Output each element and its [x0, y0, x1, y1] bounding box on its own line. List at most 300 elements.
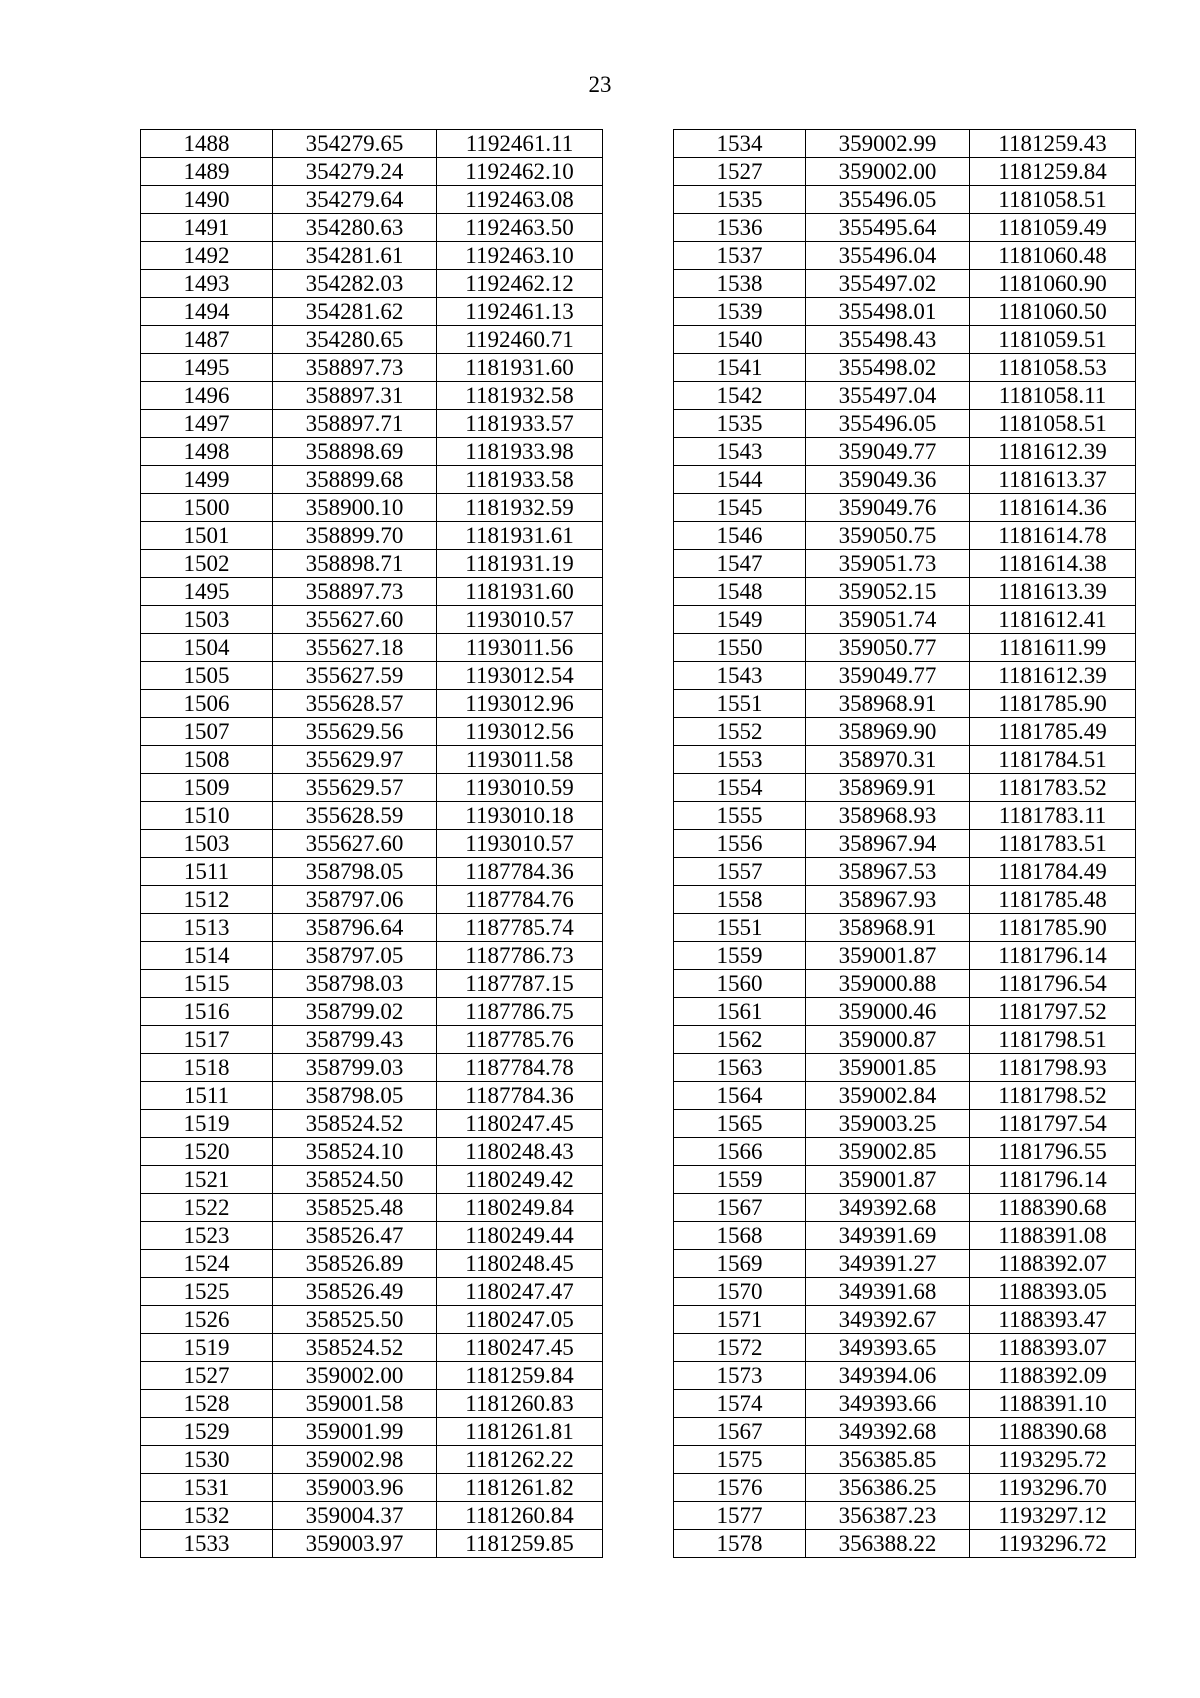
point-number-cell: 1576: [674, 1474, 806, 1502]
x-coordinate-cell: 356388.22: [806, 1530, 970, 1558]
y-coordinate-cell: 1192460.71: [437, 326, 603, 354]
table-row: [141, 298, 603, 326]
point-number-cell: 1553: [674, 746, 806, 774]
y-coordinate-cell: 1180248.43: [437, 1138, 603, 1166]
point-number-cell: 1508: [141, 746, 273, 774]
table-row: [674, 634, 1136, 662]
x-coordinate-cell: 354282.03: [273, 270, 437, 298]
x-coordinate-cell: 358799.43: [273, 1026, 437, 1054]
point-number-cell: 1559: [674, 942, 806, 970]
y-coordinate-cell: 1192463.10: [437, 242, 603, 270]
table-row: [674, 1390, 1136, 1418]
y-coordinate-cell: 1181785.90: [970, 690, 1136, 718]
table-row: [674, 830, 1136, 858]
y-coordinate-cell: 1180248.45: [437, 1250, 603, 1278]
table-row: [141, 1082, 603, 1110]
y-coordinate-cell: 1181613.37: [970, 466, 1136, 494]
table-row: [674, 1110, 1136, 1138]
x-coordinate-cell: 355496.05: [806, 186, 970, 214]
point-number-cell: 1511: [141, 1082, 273, 1110]
y-coordinate-cell: 1181058.51: [970, 186, 1136, 214]
table-row: [674, 1362, 1136, 1390]
table-row: [141, 158, 603, 186]
table-row: [674, 606, 1136, 634]
table-row: [141, 130, 603, 158]
point-number-cell: 1563: [674, 1054, 806, 1082]
x-coordinate-cell: 349392.67: [806, 1306, 970, 1334]
table-row: [674, 718, 1136, 746]
x-coordinate-cell: 354280.65: [273, 326, 437, 354]
x-coordinate-cell: 354281.62: [273, 298, 437, 326]
y-coordinate-cell: 1192463.50: [437, 214, 603, 242]
x-coordinate-cell: 359000.88: [806, 970, 970, 998]
y-coordinate-cell: 1180247.45: [437, 1334, 603, 1362]
point-number-cell: 1565: [674, 1110, 806, 1138]
table-row: [141, 606, 603, 634]
point-number-cell: 1530: [141, 1446, 273, 1474]
table-row: [674, 998, 1136, 1026]
table-row: [674, 270, 1136, 298]
x-coordinate-cell: 358897.31: [273, 382, 437, 410]
y-coordinate-cell: 1188393.47: [970, 1306, 1136, 1334]
x-coordinate-cell: 359003.25: [806, 1110, 970, 1138]
x-coordinate-cell: 359001.87: [806, 942, 970, 970]
page-number: 23: [588, 72, 612, 97]
x-coordinate-cell: 359001.99: [273, 1418, 437, 1446]
y-coordinate-cell: 1188391.08: [970, 1222, 1136, 1250]
x-coordinate-cell: 355627.60: [273, 606, 437, 634]
table-row: [674, 1250, 1136, 1278]
table-row: [141, 242, 603, 270]
y-coordinate-cell: 1181612.41: [970, 606, 1136, 634]
point-number-cell: 1528: [141, 1390, 273, 1418]
y-coordinate-cell: 1193012.54: [437, 662, 603, 690]
point-number-cell: 1514: [141, 942, 273, 970]
table-row: [141, 662, 603, 690]
y-coordinate-cell: 1180247.45: [437, 1110, 603, 1138]
table-row: [141, 382, 603, 410]
y-coordinate-cell: 1181783.11: [970, 802, 1136, 830]
x-coordinate-cell: 355498.43: [806, 326, 970, 354]
table-row: [674, 382, 1136, 410]
y-coordinate-cell: 1181058.11: [970, 382, 1136, 410]
table-row: [674, 1194, 1136, 1222]
x-coordinate-cell: 358526.47: [273, 1222, 437, 1250]
table-row: [141, 858, 603, 886]
y-coordinate-cell: 1180247.05: [437, 1306, 603, 1334]
y-coordinate-cell: 1181796.55: [970, 1138, 1136, 1166]
table-row: [674, 1138, 1136, 1166]
y-coordinate-cell: 1181783.52: [970, 774, 1136, 802]
point-number-cell: 1505: [141, 662, 273, 690]
x-coordinate-cell: 349393.65: [806, 1334, 970, 1362]
x-coordinate-cell: 358898.71: [273, 550, 437, 578]
table-row: [674, 494, 1136, 522]
x-coordinate-cell: 355627.18: [273, 634, 437, 662]
x-coordinate-cell: 355497.02: [806, 270, 970, 298]
point-number-cell: 1558: [674, 886, 806, 914]
x-coordinate-cell: 359002.85: [806, 1138, 970, 1166]
y-coordinate-cell: 1193296.70: [970, 1474, 1136, 1502]
y-coordinate-cell: 1193295.72: [970, 1446, 1136, 1474]
point-number-cell: 1578: [674, 1530, 806, 1558]
point-number-cell: 1566: [674, 1138, 806, 1166]
y-coordinate-cell: 1181931.61: [437, 522, 603, 550]
x-coordinate-cell: 358898.69: [273, 438, 437, 466]
table-row: [674, 298, 1136, 326]
x-coordinate-cell: 358798.05: [273, 858, 437, 886]
x-coordinate-cell: 359049.36: [806, 466, 970, 494]
y-coordinate-cell: 1181611.99: [970, 634, 1136, 662]
table-row: [141, 1166, 603, 1194]
y-coordinate-cell: 1181259.84: [437, 1362, 603, 1390]
table-row: [674, 942, 1136, 970]
y-coordinate-cell: 1188393.05: [970, 1278, 1136, 1306]
x-coordinate-cell: 358897.73: [273, 578, 437, 606]
x-coordinate-cell: 359002.99: [806, 130, 970, 158]
x-coordinate-cell: 354279.64: [273, 186, 437, 214]
y-coordinate-cell: 1180249.84: [437, 1194, 603, 1222]
x-coordinate-cell: 355497.04: [806, 382, 970, 410]
point-number-cell: 1554: [674, 774, 806, 802]
table-row: [141, 718, 603, 746]
table-row: [141, 494, 603, 522]
point-number-cell: 1515: [141, 970, 273, 998]
table-row: [141, 1446, 603, 1474]
y-coordinate-cell: 1181262.22: [437, 1446, 603, 1474]
x-coordinate-cell: 358525.48: [273, 1194, 437, 1222]
x-coordinate-cell: 358968.93: [806, 802, 970, 830]
point-number-cell: 1561: [674, 998, 806, 1026]
x-coordinate-cell: 356387.23: [806, 1502, 970, 1530]
point-number-cell: 1549: [674, 606, 806, 634]
point-number-cell: 1555: [674, 802, 806, 830]
y-coordinate-cell: 1181785.90: [970, 914, 1136, 942]
x-coordinate-cell: 358524.52: [273, 1110, 437, 1138]
y-coordinate-cell: 1181785.49: [970, 718, 1136, 746]
y-coordinate-cell: 1181614.38: [970, 550, 1136, 578]
point-number-cell: 1495: [141, 578, 273, 606]
point-number-cell: 1542: [674, 382, 806, 410]
point-number-cell: 1536: [674, 214, 806, 242]
point-number-cell: 1526: [141, 1306, 273, 1334]
y-coordinate-cell: 1187784.36: [437, 858, 603, 886]
y-coordinate-cell: 1187784.78: [437, 1054, 603, 1082]
point-number-cell: 1501: [141, 522, 273, 550]
x-coordinate-cell: 358900.10: [273, 494, 437, 522]
y-coordinate-cell: 1181259.85: [437, 1530, 603, 1558]
table-row: [674, 690, 1136, 718]
table-row: [141, 214, 603, 242]
table-row: [141, 354, 603, 382]
table-row: [141, 942, 603, 970]
x-coordinate-cell: 358899.70: [273, 522, 437, 550]
table-row: [674, 1026, 1136, 1054]
x-coordinate-cell: 349393.66: [806, 1390, 970, 1418]
point-number-cell: 1568: [674, 1222, 806, 1250]
coordinates-table-left: [140, 129, 603, 1558]
x-coordinate-cell: 355495.64: [806, 214, 970, 242]
point-number-cell: 1502: [141, 550, 273, 578]
y-coordinate-cell: 1181931.60: [437, 354, 603, 382]
y-coordinate-cell: 1192461.13: [437, 298, 603, 326]
x-coordinate-cell: 358967.53: [806, 858, 970, 886]
x-coordinate-cell: 355629.56: [273, 718, 437, 746]
x-coordinate-cell: 359050.77: [806, 634, 970, 662]
y-coordinate-cell: 1181783.51: [970, 830, 1136, 858]
point-number-cell: 1503: [141, 606, 273, 634]
table-row: [141, 1110, 603, 1138]
x-coordinate-cell: 355628.57: [273, 690, 437, 718]
y-coordinate-cell: 1181259.84: [970, 158, 1136, 186]
x-coordinate-cell: 359002.98: [273, 1446, 437, 1474]
table-row: [674, 438, 1136, 466]
point-number-cell: 1557: [674, 858, 806, 886]
table-row: [141, 1250, 603, 1278]
table-row: [141, 326, 603, 354]
table-row: [141, 774, 603, 802]
point-number-cell: 1543: [674, 438, 806, 466]
point-number-cell: 1506: [141, 690, 273, 718]
table-row: [141, 438, 603, 466]
point-number-cell: 1497: [141, 410, 273, 438]
point-number-cell: 1556: [674, 830, 806, 858]
point-number-cell: 1492: [141, 242, 273, 270]
table-row: [141, 1138, 603, 1166]
table-row: [141, 998, 603, 1026]
y-coordinate-cell: 1193010.18: [437, 802, 603, 830]
point-number-cell: 1550: [674, 634, 806, 662]
x-coordinate-cell: 349391.27: [806, 1250, 970, 1278]
y-coordinate-cell: 1181614.78: [970, 522, 1136, 550]
x-coordinate-cell: 349391.69: [806, 1222, 970, 1250]
y-coordinate-cell: 1181784.51: [970, 746, 1136, 774]
point-number-cell: 1498: [141, 438, 273, 466]
y-coordinate-cell: 1181260.83: [437, 1390, 603, 1418]
y-coordinate-cell: 1192462.10: [437, 158, 603, 186]
x-coordinate-cell: 358798.03: [273, 970, 437, 998]
y-coordinate-cell: 1181059.51: [970, 326, 1136, 354]
y-coordinate-cell: 1188393.07: [970, 1334, 1136, 1362]
y-coordinate-cell: 1193296.72: [970, 1530, 1136, 1558]
point-number-cell: 1504: [141, 634, 273, 662]
table-row: [141, 914, 603, 942]
y-coordinate-cell: 1193011.56: [437, 634, 603, 662]
x-coordinate-cell: 358798.05: [273, 1082, 437, 1110]
x-coordinate-cell: 359001.87: [806, 1166, 970, 1194]
point-number-cell: 1543: [674, 662, 806, 690]
x-coordinate-cell: 358970.31: [806, 746, 970, 774]
y-coordinate-cell: 1187787.15: [437, 970, 603, 998]
x-coordinate-cell: 349394.06: [806, 1362, 970, 1390]
y-coordinate-cell: 1181261.81: [437, 1418, 603, 1446]
x-coordinate-cell: 359051.74: [806, 606, 970, 634]
table-row: [141, 1502, 603, 1530]
table-row: [674, 858, 1136, 886]
x-coordinate-cell: 358524.52: [273, 1334, 437, 1362]
point-number-cell: 1574: [674, 1390, 806, 1418]
table-row: [141, 1026, 603, 1054]
y-coordinate-cell: 1193010.59: [437, 774, 603, 802]
table-row: [674, 1278, 1136, 1306]
table-row: [674, 158, 1136, 186]
table-row: [141, 1306, 603, 1334]
point-number-cell: 1511: [141, 858, 273, 886]
x-coordinate-cell: 358797.06: [273, 886, 437, 914]
x-coordinate-cell: 355627.59: [273, 662, 437, 690]
y-coordinate-cell: 1188391.10: [970, 1390, 1136, 1418]
point-number-cell: 1507: [141, 718, 273, 746]
table-row: [674, 802, 1136, 830]
x-coordinate-cell: 358796.64: [273, 914, 437, 942]
table-row: [674, 466, 1136, 494]
y-coordinate-cell: 1180247.47: [437, 1278, 603, 1306]
x-coordinate-cell: 359002.84: [806, 1082, 970, 1110]
x-coordinate-cell: 359000.46: [806, 998, 970, 1026]
table-row: [674, 970, 1136, 998]
x-coordinate-cell: 359002.00: [273, 1362, 437, 1390]
table-row: [674, 1530, 1136, 1558]
table-row: [674, 886, 1136, 914]
x-coordinate-cell: 358526.49: [273, 1278, 437, 1306]
x-coordinate-cell: 358968.91: [806, 914, 970, 942]
y-coordinate-cell: 1187784.76: [437, 886, 603, 914]
point-number-cell: 1490: [141, 186, 273, 214]
point-number-cell: 1535: [674, 410, 806, 438]
point-number-cell: 1547: [674, 550, 806, 578]
y-coordinate-cell: 1181261.82: [437, 1474, 603, 1502]
table-row: [141, 1222, 603, 1250]
point-number-cell: 1527: [674, 158, 806, 186]
point-number-cell: 1577: [674, 1502, 806, 1530]
coordinates-table-right-body: [674, 130, 1136, 1558]
table-row: [674, 914, 1136, 942]
table-row: [141, 550, 603, 578]
point-number-cell: 1570: [674, 1278, 806, 1306]
point-number-cell: 1517: [141, 1026, 273, 1054]
x-coordinate-cell: 359050.75: [806, 522, 970, 550]
table-row: [141, 466, 603, 494]
y-coordinate-cell: 1181259.43: [970, 130, 1136, 158]
coordinates-table-right: [673, 129, 1136, 1558]
table-row: [674, 1446, 1136, 1474]
point-number-cell: 1538: [674, 270, 806, 298]
point-number-cell: 1562: [674, 1026, 806, 1054]
point-number-cell: 1529: [141, 1418, 273, 1446]
y-coordinate-cell: 1180249.44: [437, 1222, 603, 1250]
y-coordinate-cell: 1181932.58: [437, 382, 603, 410]
y-coordinate-cell: 1181931.19: [437, 550, 603, 578]
point-number-cell: 1525: [141, 1278, 273, 1306]
point-number-cell: 1541: [674, 354, 806, 382]
y-coordinate-cell: 1180249.42: [437, 1166, 603, 1194]
point-number-cell: 1510: [141, 802, 273, 830]
y-coordinate-cell: 1187785.74: [437, 914, 603, 942]
point-number-cell: 1521: [141, 1166, 273, 1194]
table-row: [674, 1222, 1136, 1250]
point-number-cell: 1544: [674, 466, 806, 494]
y-coordinate-cell: 1181797.54: [970, 1110, 1136, 1138]
y-coordinate-cell: 1193012.96: [437, 690, 603, 718]
y-coordinate-cell: 1187786.75: [437, 998, 603, 1026]
x-coordinate-cell: 358969.90: [806, 718, 970, 746]
point-number-cell: 1494: [141, 298, 273, 326]
point-number-cell: 1496: [141, 382, 273, 410]
y-coordinate-cell: 1193011.58: [437, 746, 603, 774]
y-coordinate-cell: 1192462.12: [437, 270, 603, 298]
x-coordinate-cell: 359052.15: [806, 578, 970, 606]
point-number-cell: 1551: [674, 690, 806, 718]
y-coordinate-cell: 1187784.36: [437, 1082, 603, 1110]
table-row: [674, 578, 1136, 606]
point-number-cell: 1540: [674, 326, 806, 354]
y-coordinate-cell: 1181797.52: [970, 998, 1136, 1026]
y-coordinate-cell: 1181798.51: [970, 1026, 1136, 1054]
point-number-cell: 1513: [141, 914, 273, 942]
x-coordinate-cell: 349392.68: [806, 1418, 970, 1446]
x-coordinate-cell: 359004.37: [273, 1502, 437, 1530]
table-row: [141, 746, 603, 774]
x-coordinate-cell: 355627.60: [273, 830, 437, 858]
x-coordinate-cell: 358525.50: [273, 1306, 437, 1334]
x-coordinate-cell: 359049.76: [806, 494, 970, 522]
table-row: [674, 186, 1136, 214]
x-coordinate-cell: 354281.61: [273, 242, 437, 270]
table-row: [674, 774, 1136, 802]
point-number-cell: 1523: [141, 1222, 273, 1250]
table-row: [141, 1530, 603, 1558]
y-coordinate-cell: 1193010.57: [437, 830, 603, 858]
table-row: [674, 1334, 1136, 1362]
x-coordinate-cell: 359001.58: [273, 1390, 437, 1418]
table-row: [674, 1418, 1136, 1446]
point-number-cell: 1519: [141, 1110, 273, 1138]
y-coordinate-cell: 1181796.54: [970, 970, 1136, 998]
coordinates-table-left-body: [141, 130, 603, 1558]
x-coordinate-cell: 356385.85: [806, 1446, 970, 1474]
point-number-cell: 1512: [141, 886, 273, 914]
table-row: [141, 830, 603, 858]
y-coordinate-cell: 1193297.12: [970, 1502, 1136, 1530]
point-number-cell: 1560: [674, 970, 806, 998]
x-coordinate-cell: 358524.50: [273, 1166, 437, 1194]
y-coordinate-cell: 1193012.56: [437, 718, 603, 746]
y-coordinate-cell: 1181784.49: [970, 858, 1136, 886]
table-row: [141, 186, 603, 214]
table-row: [674, 662, 1136, 690]
table-row: [674, 1474, 1136, 1502]
point-number-cell: 1518: [141, 1054, 273, 1082]
x-coordinate-cell: 349392.68: [806, 1194, 970, 1222]
y-coordinate-cell: 1181933.58: [437, 466, 603, 494]
x-coordinate-cell: 355496.04: [806, 242, 970, 270]
y-coordinate-cell: 1192461.11: [437, 130, 603, 158]
table-row: [674, 242, 1136, 270]
x-coordinate-cell: 355629.57: [273, 774, 437, 802]
x-coordinate-cell: 354279.24: [273, 158, 437, 186]
y-coordinate-cell: 1181058.51: [970, 410, 1136, 438]
table-row: [141, 970, 603, 998]
x-coordinate-cell: 359001.85: [806, 1054, 970, 1082]
table-row: [674, 550, 1136, 578]
table-row: [674, 746, 1136, 774]
table-row: [674, 1082, 1136, 1110]
x-coordinate-cell: 358797.05: [273, 942, 437, 970]
point-number-cell: 1503: [141, 830, 273, 858]
point-number-cell: 1551: [674, 914, 806, 942]
point-number-cell: 1546: [674, 522, 806, 550]
point-number-cell: 1535: [674, 186, 806, 214]
